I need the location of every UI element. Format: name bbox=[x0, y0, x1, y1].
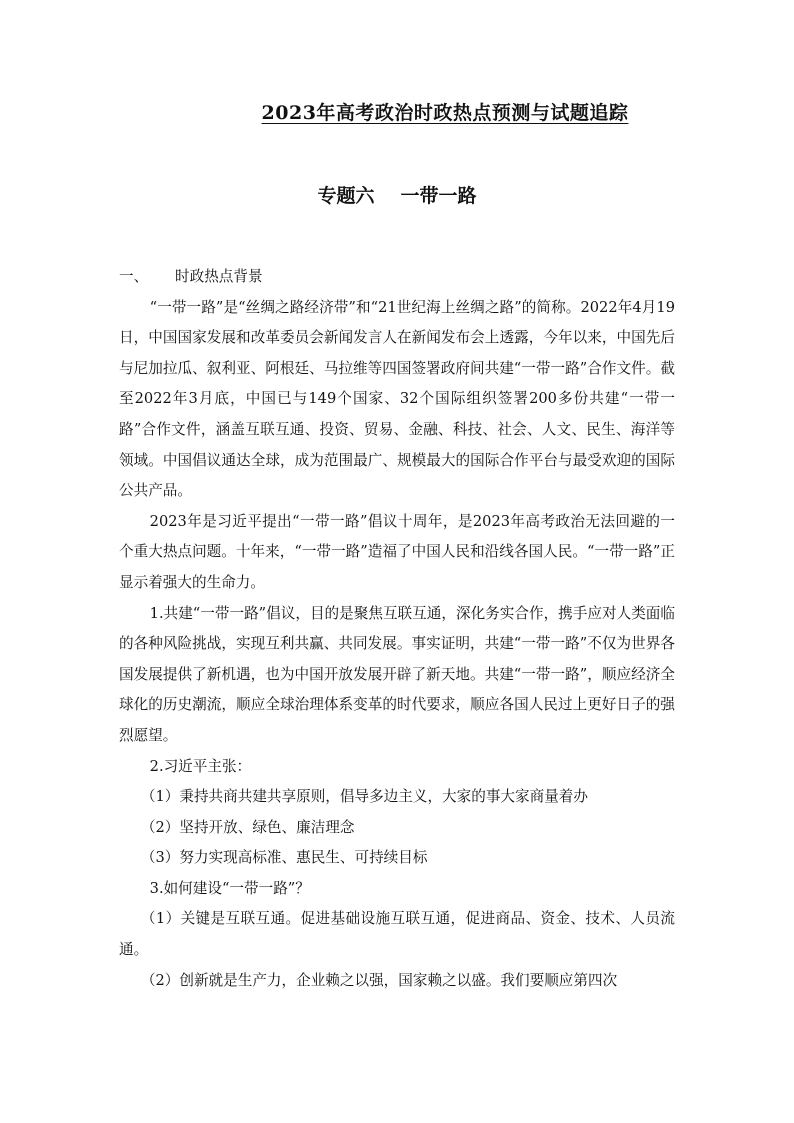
paragraph-point-3: 3.如何建设“一带一路”？ bbox=[149, 879, 310, 897]
list-item: （1）秉持共商共建共享原则，倡导多边主义，大家的事大家商量着办 bbox=[140, 788, 588, 806]
list-item: （1）关键是互联互通。促进基础设施互联互通，促进商品、资金、技术、人员流通。 bbox=[119, 910, 675, 959]
paragraph-point-1: 1.共建“一带一路”倡议，目的是聚焦互联互通，深化务实合作，携手应对人类面临的各种风险挑战，实现互利共赢、共同发展。事实证明，共建“一带一路”不仅为世界各国发展提供了新机遇，也为中国开放发展开辟了新天地。共建“一带一路”，顺应经济全球化的历史潮流，顺应全球治理体系变革的时代要求，顺应各国人民过上更好日子的强烈愿望。 bbox=[119, 604, 675, 744]
subtitle-topic-number: 专题六 bbox=[317, 185, 375, 207]
paragraph-background: “一带一路”是“丝绸之路经济带”和“21世纪海上丝绸之路”的简称。2022年4月19日，中国国家发展和改革委员会新闻发言人在新闻发布会上透露，今年以来，中国先后与尼加拉瓜、叙利亚、阿根廷、马拉维等四国签署政府间共建“一带一路”合作文件。截至2022年3月底，中国已与149个国家、32个国际组织签署200多份共建“一带一路”合作文件，涵盖互联互通、投资、贸易、金融、科技、社会、人文、民生、海洋等领域。中国倡议通达全球，成为范围最广、规模最大的国际合作平台与最受欢迎的国际公共产品。 bbox=[119, 298, 675, 500]
list-item: （2）坚持开放、绿色、廉洁理念 bbox=[140, 818, 355, 836]
subtitle-topic-name: 一带一路 bbox=[400, 185, 477, 207]
section-title: 时政热点背景 bbox=[175, 268, 263, 285]
section-heading bbox=[119, 262, 675, 293]
document-subtitle bbox=[0, 181, 794, 208]
document-title: 2023年高考政治时政热点预测与试题追踪 bbox=[261, 102, 629, 124]
paragraph-point-2: 2.习近平主张： bbox=[149, 757, 252, 775]
paragraph-anniversary: 2023年是习近平提出“一带一路”倡议十周年，是2023年高考政治无法回避的一个重大热点问题。十年来，“一带一路”造福了中国人民和沿线各国人民。“一带一路”正显示着强大的生命力。 bbox=[119, 512, 675, 591]
document-body bbox=[119, 262, 675, 996]
list-item: （3）努力实现高标准、惠民生、可持续目标 bbox=[140, 849, 428, 867]
section-number: 一、 bbox=[119, 268, 149, 285]
list-item: （2）创新就是生产力，企业赖之以强，国家赖之以盛。我们要顺应第四次 bbox=[140, 971, 618, 989]
